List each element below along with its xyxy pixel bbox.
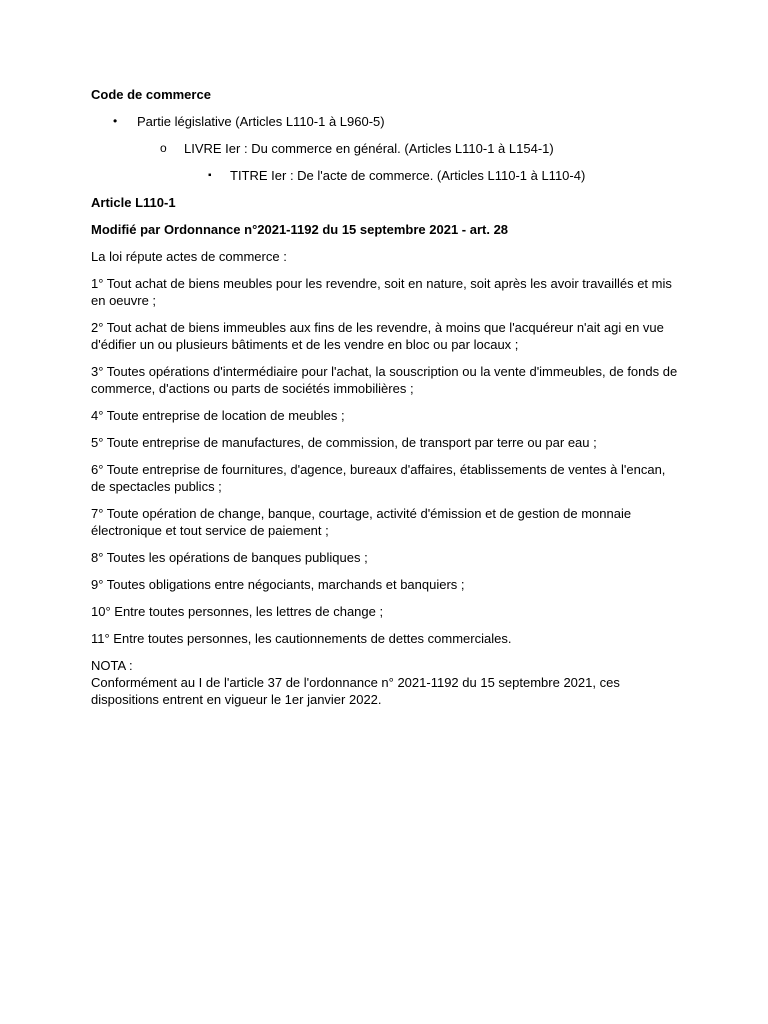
- document-page: [91, 86, 681, 718]
- outline-item-title: [91, 167, 681, 184]
- circle-bullet-icon: o: [160, 141, 167, 155]
- outline-item-part: [91, 113, 681, 130]
- outline-item-label: Partie législative (Articles L110-1 à L960-5): [137, 114, 385, 129]
- outline-item-label: LIVRE Ier : Du commerce en général. (Articles L110-1 à L154-1): [184, 141, 554, 156]
- nota-block: [91, 657, 681, 708]
- bullet-icon: •: [113, 114, 118, 128]
- article-item: 7° Toute opération de change, banque, courtage, activité d'émission et de gestion de monnaie électronique et tout service de paiement ;: [91, 506, 632, 538]
- article-item: 1° Tout achat de biens meubles pour les revendre, soit en nature, soit après les avoir travaillés et mis en oeuvre ;: [91, 276, 672, 308]
- article-intro: La loi répute actes de commerce :: [91, 249, 287, 264]
- article-item: 3° Toutes opérations d'intermédiaire pour l'achat, la souscription ou la vente d'immeubles, de fonds de commerce, d'actions ou parts de sociétés immobilières ;: [91, 364, 678, 396]
- square-bullet-icon: ▪: [208, 170, 212, 181]
- article-item: 8° Toutes les opérations de banques publiques ;: [91, 550, 368, 565]
- article-item: 4° Toute entreprise de location de meubles ;: [91, 408, 345, 423]
- outline-item-label: TITRE Ier : De l'acte de commerce. (Articles L110-1 à L110-4): [230, 168, 586, 183]
- document-heading: Code de commerce: [91, 87, 211, 102]
- nota-text: Conformément au I de l'article 37 de l'ordonnance n° 2021-1192 du 15 septembre 2021, ces dispositions entrent en vigueur le 1er janvier 2022.: [91, 675, 620, 707]
- modification-note: Modifié par Ordonnance n°2021-1192 du 15 septembre 2021 - art. 28: [91, 222, 509, 237]
- outline-item-book: [91, 140, 681, 157]
- article-item: 2° Tout achat de biens immeubles aux fins de les revendre, à moins que l'acquéreur n'ait agi en vue d'édifier un ou plusieurs bâtiments et de les vendre en bloc ou par locaux ;: [91, 320, 664, 352]
- article-item: 6° Toute entreprise de fournitures, d'agence, bureaux d'affaires, établissements de ventes à l'encan, de spectacles publics ;: [91, 462, 666, 494]
- nota-label: NOTA :: [91, 658, 133, 673]
- article-title: Article L110-1: [91, 195, 176, 210]
- article-item: 11° Entre toutes personnes, les cautionnements de dettes commerciales.: [91, 631, 512, 646]
- article-item: 10° Entre toutes personnes, les lettres de change ;: [91, 604, 384, 619]
- article-item: 5° Toute entreprise de manufactures, de commission, de transport par terre ou par eau ;: [91, 435, 597, 450]
- article-item: 9° Toutes obligations entre négociants, marchands et banquiers ;: [91, 577, 465, 592]
